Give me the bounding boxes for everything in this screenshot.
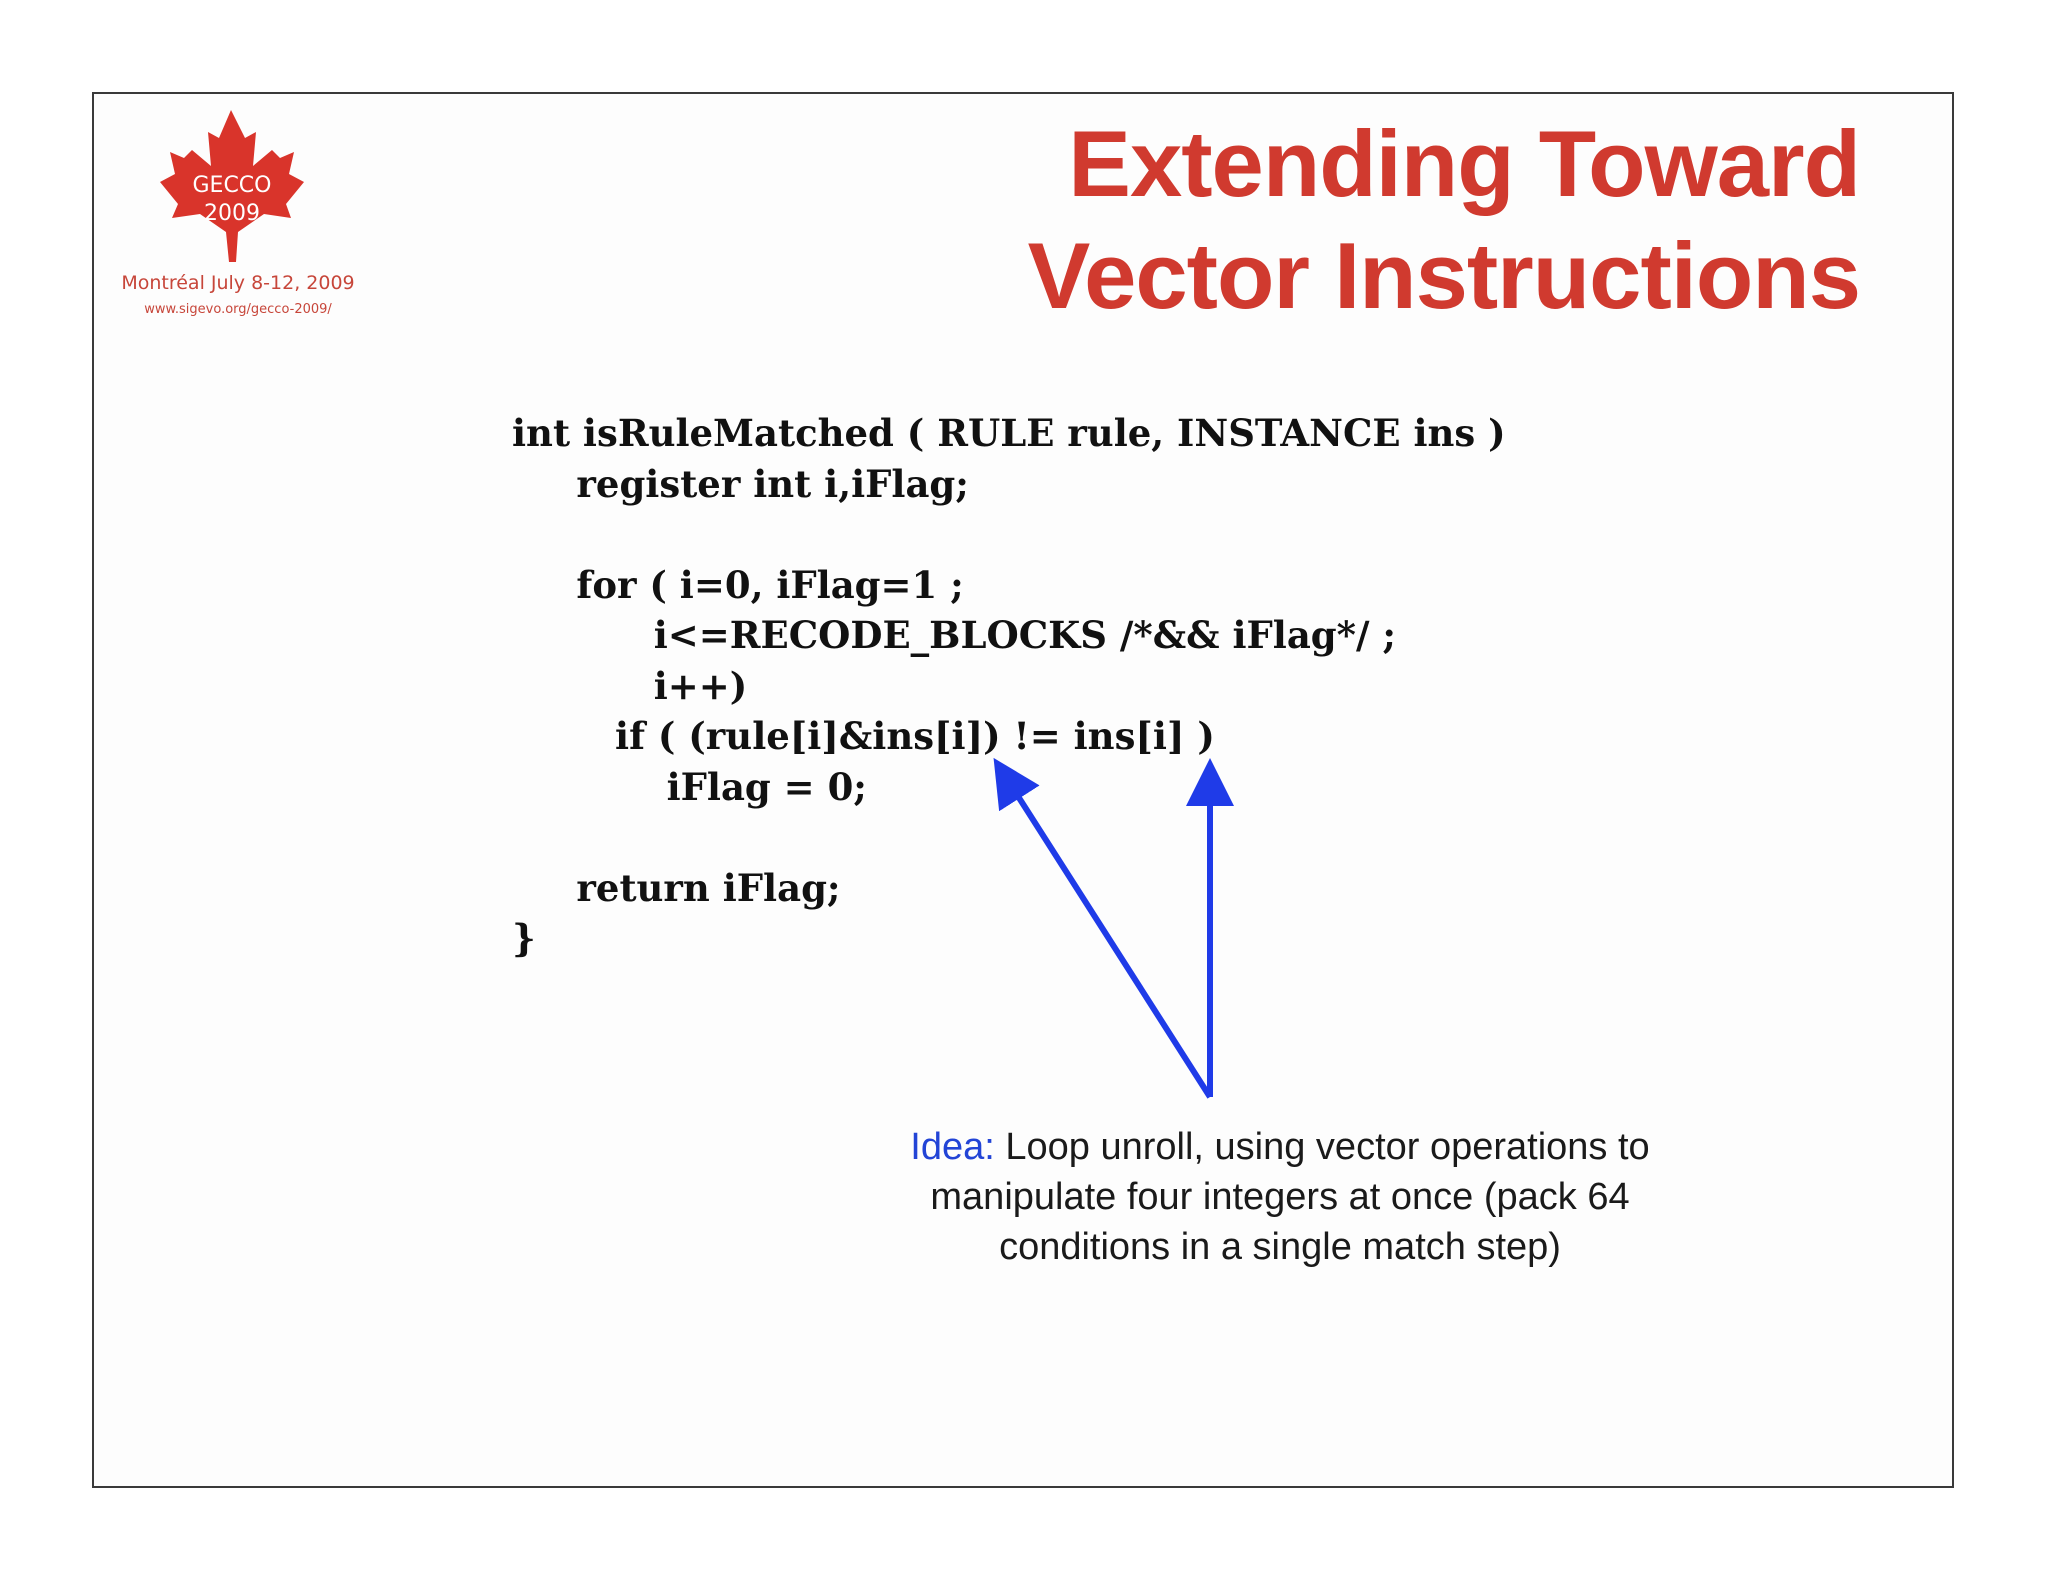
gecco-2009-logo [108,104,368,334]
idea-line-3: conditions in a single match step) [999,1226,1561,1268]
code-line [512,812,1506,863]
slide-title [1028,108,1860,332]
code-line: iFlag = 0; [512,764,867,809]
idea-line-1 [780,1122,1780,1172]
code-line: register int i,iFlag; [512,461,969,506]
code-line [512,509,1506,560]
code-block [512,408,1506,964]
logo-url: www.sigevo.org/gecco-2009/ [144,302,332,317]
idea-text-1: Loop unroll, using vector operations to [994,1126,1650,1168]
logo-place-date: Montréal July 8-12, 2009 [121,272,355,294]
code-line: i<=RECODE_BLOCKS /*&& iFlag*/ ; [512,613,1397,657]
code-line: for ( i=0, iFlag=1 ; [512,562,964,607]
code-line: i++) [512,663,748,708]
title-line-2: Vector Instructions [1027,223,1860,328]
maple-leaf-icon [108,104,368,274]
code-line: return iFlag; [512,865,841,910]
idea-line-2: manipulate four integers at once (pack 64 [930,1176,1630,1218]
logo-year: 2009 [204,201,260,226]
idea-label: Idea: [910,1126,995,1168]
title-line-1: Extending Toward [1068,111,1860,216]
code-line: if ( (rule[i]&ins[i]) != ins[i] ) [512,714,1215,758]
logo-name: GECCO [192,173,272,198]
code-line: int isRuleMatched ( RULE rule, INSTANCE ins ) [512,411,1506,455]
idea-annotation [780,1122,1780,1272]
code-line: } [512,916,536,960]
